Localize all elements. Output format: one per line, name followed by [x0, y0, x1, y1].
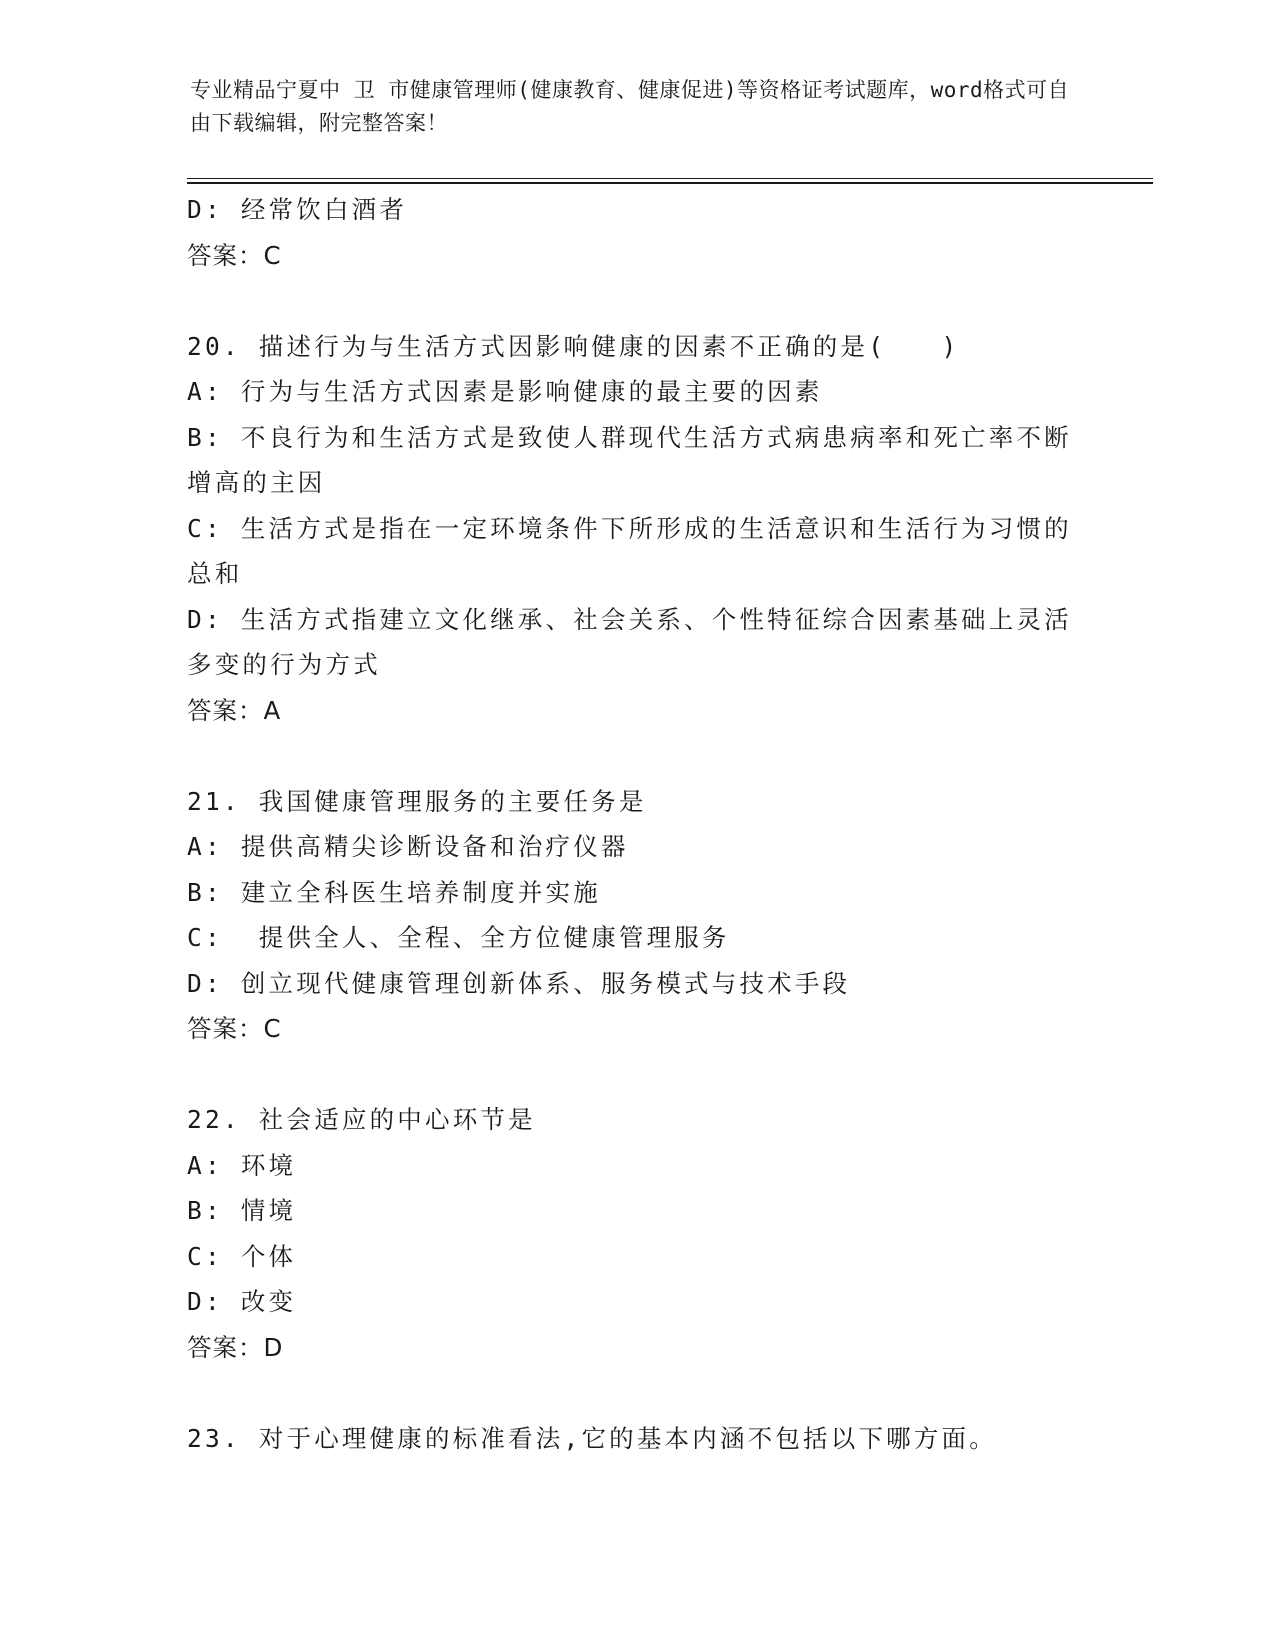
option-b: B: 情境 [187, 1196, 297, 1225]
option-a: A: 环境 [187, 1150, 297, 1180]
question-block-23 [187, 1416, 1087, 1462]
question-block-21 [187, 779, 1087, 1052]
question-text: 23. 对于心理健康的标准看法,它的基本内涵不包括以下哪方面。 [187, 1423, 997, 1453]
option-c: C: 生活方式是指在一定环境条件下所形成的生活意识和生活行为习惯的总和 [187, 513, 1072, 588]
spacer [187, 1370, 1087, 1416]
option-a: A: 行为与生活方式因素是影响健康的最主要的因素 [187, 377, 823, 406]
option-d: D: 改变 [187, 1287, 297, 1316]
option-d: D: 经常饮白酒者 [187, 195, 408, 224]
spacer [187, 278, 1087, 324]
option-c: C: 个体 [187, 1241, 297, 1271]
header-divider-thick [187, 182, 1153, 184]
answer: 答案：D [187, 1332, 284, 1362]
question-content [187, 187, 1087, 1461]
answer: 答案：C [187, 1014, 282, 1043]
answer: 答案：C [187, 240, 282, 270]
question-text: 20. 描述行为与生活方式因影响健康的因素不正确的是( ) [187, 331, 960, 361]
option-c: C: 提供全人、全程、全方位健康管理服务 [187, 923, 730, 952]
spacer [187, 1052, 1087, 1098]
option-a: A: 提供高精尖诊断设备和治疗仪器 [187, 832, 629, 861]
option-d: D: 生活方式指建立文化继承、社会关系、个性特征综合因素基础上灵活多变的行为方式 [187, 604, 1072, 679]
option-d: D: 创立现代健康管理创新体系、服务模式与技术手段 [187, 968, 851, 998]
option-b: B: 建立全科医生培养制度并实施 [187, 877, 601, 907]
page-header: 专业精品宁夏中 卫 市健康管理师(健康教育、健康促进)等资格证考试题库，word格式可自由下载编辑，附完整答案！ [190, 78, 1070, 135]
question-text: 21. 我国健康管理服务的主要任务是 [187, 786, 647, 816]
header-divider-thin [187, 178, 1153, 179]
answer: 答案：A [187, 695, 282, 725]
question-block-22 [187, 1097, 1087, 1370]
question-block-20 [187, 324, 1087, 734]
spacer [187, 733, 1087, 779]
option-b: B: 不良行为和生活方式是致使人群现代生活方式病患病率和死亡率不断增高的主因 [187, 422, 1072, 497]
question-text: 22. 社会适应的中心环节是 [187, 1105, 536, 1134]
